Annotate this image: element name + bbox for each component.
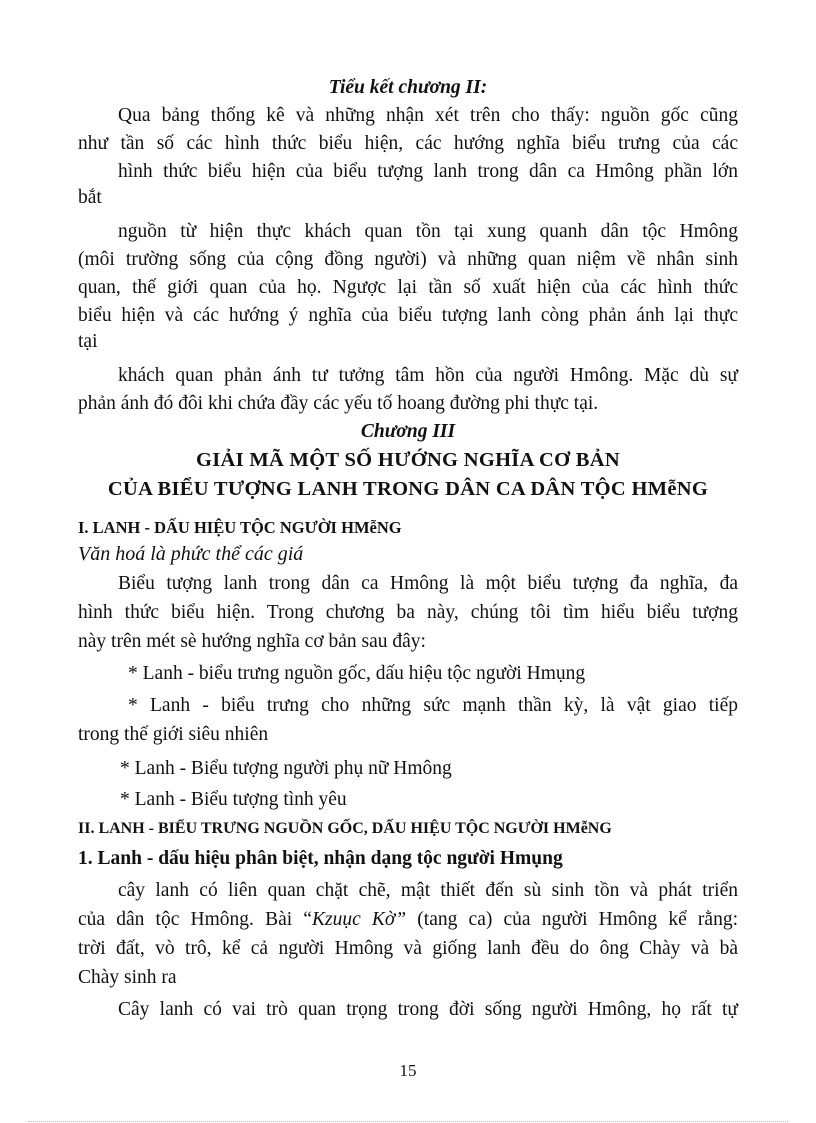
summary-line: hình thức biểu hiện của biểu tượng lanh trong dân ca Hmông phần lớn [118, 161, 738, 182]
summary-title: Tiểu kết chương II: [328, 77, 488, 98]
section1-line: này trên mét sè hướng nghĩa cơ bản sau đây: [78, 631, 426, 652]
bullet-item: * Lanh - Biểu tượng người phụ nữ Hmông [120, 758, 452, 779]
paragraph-line: trời đất, vò trô, kể cả người Hmông và giống lanh đều do ông Chày và bà [78, 938, 738, 959]
bullet-item: * Lanh - Biểu tượng tình yêu [120, 789, 347, 810]
bullet-item-continuation: trong thế giới siêu nhiên [78, 724, 269, 745]
page-number: 15 [399, 1061, 417, 1080]
section1-subtitle: Văn hoá là phức thể các giá [78, 543, 304, 565]
paragraph-line: Cây lanh có vai trò quan trọng trong đời sống người Hmông, họ rất tự [118, 999, 738, 1020]
section2-heading: II. LANH - BIỂU TRƯNG NGUỒN GỐC, DẤU HIỆU TỘC NGƯỜI HMễNG [78, 820, 612, 837]
paragraph-text: của dân tộc Hmông. Bài “ [78, 909, 312, 930]
footer-divider [28, 1121, 788, 1122]
paragraph-line [78, 908, 738, 932]
chapter-title-line2: CỦA BIỂU TƯỢNG LANH TRONG DÂN CA DÂN TỘC HMễNG [107, 478, 709, 500]
paragraph-line: Chày sinh ra [78, 967, 177, 988]
summary-line: tại [78, 331, 98, 352]
chapter-label: Chương III [360, 421, 456, 442]
subsection1-heading: 1. Lanh - dấu hiệu phân biệt, nhận dạng tộc người Hmụng [78, 848, 563, 869]
summary-line: Qua bảng thống kê và những nhận xét trên cho thấy: nguồn gốc cũng [118, 105, 738, 126]
section1-heading: I. LANH - DẤU HIỆU TỘC NGƯỜI HMễNG [78, 518, 402, 537]
summary-line: nguồn từ hiện thực khách quan tồn tại xung quanh dân tộc Hmông [118, 221, 738, 242]
bullet-item: * Lanh - biểu trưng nguồn gốc, dấu hiệu tộc người Hmụng [128, 663, 586, 684]
section1-line: hình thức biểu hiện. Trong chương ba này, chúng tôi tìm hiểu biểu tượng [78, 602, 738, 623]
chapter-title-line1: GIẢI MÃ MỘT SỐ HƯỚNG NGHĨA CƠ BẢN [196, 449, 620, 471]
summary-line: như tần số các hình thức biểu hiện, các hướng nghĩa biểu trưng của các [78, 133, 738, 154]
paragraph-text: (tang ca) của người Hmông kể rằng: [406, 909, 738, 930]
section1-line: Biểu tượng lanh trong dân ca Hmông là một biểu tượng đa nghĩa, đa [118, 573, 738, 594]
summary-line: phản ánh đó đôi khi chứa đầy các yếu tố hoang đường phi thực tại. [78, 393, 599, 414]
song-title: Kzuục Kờ” [311, 909, 407, 930]
paragraph-line: cây lanh có liên quan chặt chẽ, mật thiết đến sù sinh tồn và phát triển [118, 880, 738, 901]
summary-line: (môi trường sống của cộng đồng người) và những quan niệm về nhân sinh [78, 249, 738, 270]
summary-line: khách quan phản ánh tư tưởng tâm hồn của người Hmông. Mặc dù sự [118, 365, 738, 386]
summary-line: quan, thế giới quan của họ. Ngược lại tần số xuất hiện của các hình thức [78, 277, 738, 298]
summary-line: bắt [78, 187, 102, 208]
summary-line: biểu hiện và các hướng ý nghĩa của biểu tượng lanh còng phản ánh lại thực [78, 305, 738, 326]
bullet-item: * Lanh - biểu trưng cho những sức mạnh thần kỳ, là vật giao tiếp [128, 695, 738, 716]
